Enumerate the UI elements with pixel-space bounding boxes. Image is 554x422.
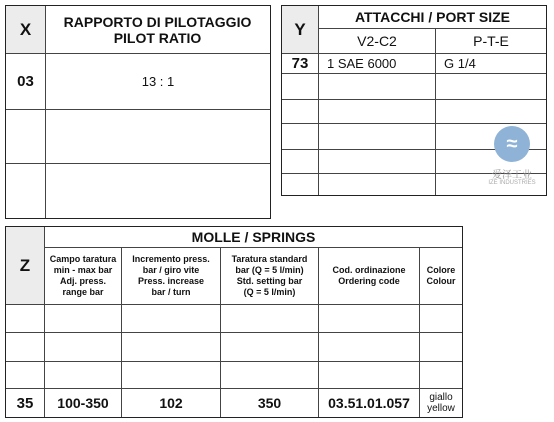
- x-title-line2: PILOT RATIO: [113, 29, 202, 46]
- z-divider-row2: [6, 361, 462, 362]
- z-code-header: [6, 227, 44, 304]
- z-colour-en: yellow: [427, 403, 455, 414]
- x-title-header: [45, 6, 270, 53]
- springs-table: [5, 226, 463, 418]
- y-divider-row1: [282, 73, 546, 74]
- z-code-label: Z: [19, 255, 31, 275]
- x-code-label: X: [19, 19, 32, 39]
- y-col1-header: V2-C2: [357, 32, 397, 49]
- watermark-brand-en: IZE INDUSTRIES: [488, 180, 536, 186]
- z-title: MOLLE / SPRINGS: [191, 229, 316, 245]
- y-col2-header: P-T-E: [473, 32, 509, 49]
- z-header-increase: Incremento press. bar / giro vite Press. increase bar / turn: [132, 254, 210, 297]
- y-title: ATTACCHI / PORT SIZE: [354, 9, 511, 25]
- y-divider-row2: [282, 99, 546, 100]
- z-row-colour: [420, 389, 462, 417]
- z-divider-row1: [6, 332, 462, 333]
- z-divider-header: [6, 304, 462, 305]
- z-row-code: 35: [16, 394, 34, 412]
- x-title-line1: RAPPORTO DI PILOTAGGIO: [63, 13, 252, 30]
- x-row-code: 03: [17, 73, 34, 90]
- x-row-code: [6, 110, 45, 163]
- watermark-brand-cn: 爱泽工业: [492, 170, 532, 181]
- y-row-col1: 1 SAE 6000: [327, 56, 397, 71]
- pilot-ratio-table: [5, 5, 271, 219]
- y-code-header: [282, 6, 318, 53]
- x-row-value: [46, 164, 270, 218]
- z-row-setting: 350: [257, 395, 282, 411]
- z-row-range: 100-350: [57, 395, 109, 411]
- ize-logo-icon: ≈: [494, 126, 530, 162]
- x-row-code: [6, 164, 45, 218]
- x-row-value: [46, 110, 270, 163]
- y-row-code: 73: [291, 55, 309, 72]
- z-row-increase: 102: [159, 395, 183, 411]
- z-header-setting: Taratura standard bar (Q = 5 l/min) Std. setting bar (Q = 5 l/min): [231, 254, 308, 297]
- y-divider-vertical-code: [318, 6, 319, 195]
- y-code-label: Y: [294, 19, 306, 39]
- x-row-value: 13 : 1: [141, 74, 175, 89]
- y-divider-title: [319, 28, 546, 29]
- z-header-colour: Colore Colour: [426, 265, 456, 286]
- z-header-order-code: Cod. ordinazione Ordering code: [332, 265, 406, 286]
- x-code-header: [6, 6, 45, 53]
- z-row-order-code: 03.51.01.057: [328, 395, 410, 411]
- z-divider-title: [45, 247, 462, 248]
- z-colour-it: giallo: [429, 392, 453, 403]
- z-header-range: Campo taratura min - max bar Adj. press. range bar: [49, 254, 117, 297]
- watermark-logo: [490, 126, 534, 196]
- y-row-col2: G 1/4: [444, 56, 476, 71]
- y-divider-row3: [282, 123, 546, 124]
